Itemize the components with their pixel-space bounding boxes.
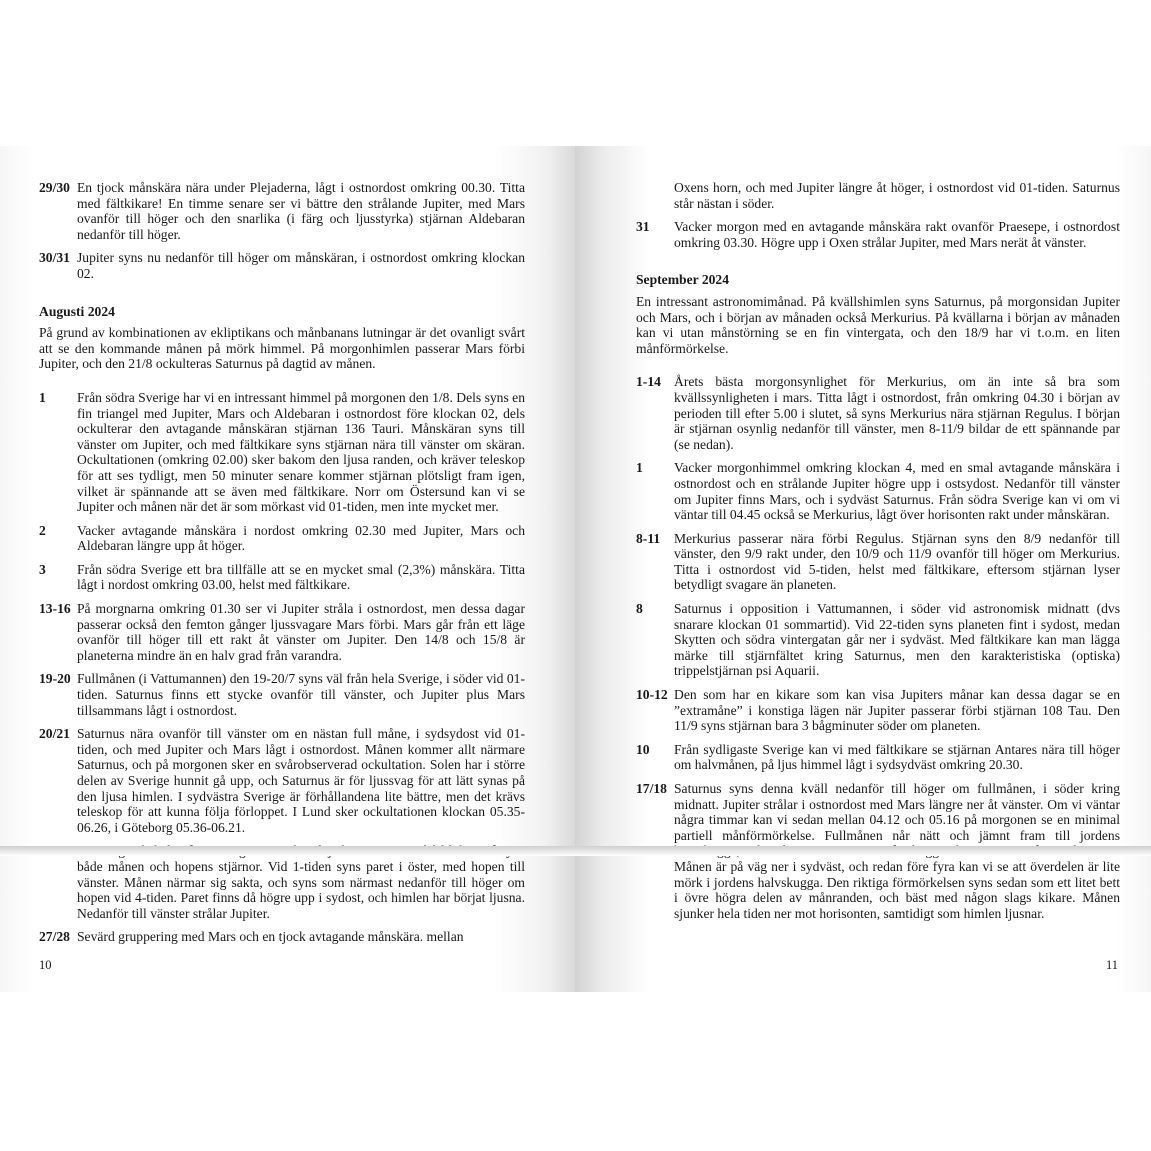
page-number: 10 bbox=[39, 958, 52, 972]
entry-date: 31 bbox=[636, 219, 650, 235]
month-heading: September 2024 bbox=[636, 272, 730, 288]
entry bbox=[39, 180, 525, 242]
entry-text: En tjock månskära nära under Plejaderna, lågt i ostnordost omkring 00.30. Titta med fältkikare! En timme senare ser vi bättre den strålande Jupiter, med Mars ovanför till höger och den snarlika (i färg och ljusstyrka) stjärnan Aldebaran nedanför till höger. bbox=[77, 180, 525, 242]
entry-text: Jupiter syns nu nedanför till höger om månskäran, i ostnordost omkring klockan 02. bbox=[77, 250, 525, 281]
entry-date: 1 bbox=[39, 389, 46, 405]
entry-text: både månen och hopens stjärnor. Vid 1-tiden syns paret i öster, med hopen till vänster. Månen närmar sig sakta, och syns som närmast nedanför till höger om hopen vid 4-tiden. Paret finns då högre upp i sydost, och himlen har börjat ljusna. Nedanför till vänster strålar Jupiter. bbox=[77, 858, 525, 921]
entry-date: 27/28 bbox=[39, 929, 70, 945]
entry-text: Fullmånen (i Vattumannen) den 19-20/7 syns väl från hela Sverige, i söder vid 01-tiden. Saturnus finns ett stycke ovanför till vänster, och Jupiter plus Mars tillsammans lågt i ostnordost. bbox=[77, 671, 525, 718]
entry-date: 29/30 bbox=[39, 180, 70, 195]
entry-text: Sevärd gruppering med Mars och en tjock avtagande månskära. mellan bbox=[77, 929, 464, 945]
entry bbox=[39, 601, 525, 663]
entry bbox=[39, 250, 525, 281]
entry-text: Saturnus i opposition i Vattumannen, i söder vid astronomisk midnatt (dvs snarare klockan 01 sommartid). Vid 22-tiden syns planeten fint i sydost, medan Skytten och södra vintergatan går ner i sydväst. Med fältkikare kan man lägga märke till stjärnfältet kring Saturnus, men den karakteristiska (optiska) trippelstjärnan psi Aquarii. bbox=[674, 601, 1120, 679]
entry-text: Årets bästa morgonsynlighet för Merkurius, om än inte så bra som kvällssynligheten i mars. Titta lågt i ostnordost, från omkring 04.30 i början av perioden till efter 5.00 i slutet, så syns Merkurius nära stjärnan Regulus. I början är stjärnan osynlig nedanför till vänster, men 8-11/9 bildar de ett spännande par (se nedan). bbox=[674, 374, 1120, 452]
entry bbox=[39, 929, 525, 945]
entry bbox=[39, 671, 525, 718]
entry-text: Merkurius passerar nära förbi Regulus. Stjärnan syns den 8/9 nedanför till vänster, den 9/9 rakt under, den 10/9 och 11/9 ovanför till höger om Merkurius. Titta i ostnordost vid 5-tiden, helst med fältkikare, eftersom stjärnan lyser betydligt svagare än planeten. bbox=[674, 530, 1120, 593]
entry-date: 3 bbox=[39, 561, 46, 577]
entry-text: På morgnarna omkring 01.30 ser vi Jupiter stråla i ostnordost, men dessa dagar passerar också den femton gånger ljussvagare Mars förbi. Mars går från ett läge ovanför till höger till ett rakt åt vänster om Jupiter. Den 14/8 och 15/8 är planeterna mindre än en halv grad från varandra. bbox=[77, 601, 525, 663]
right-page bbox=[575, 146, 1151, 992]
entry-date: 10 bbox=[636, 741, 650, 757]
open-booklet bbox=[0, 146, 1151, 992]
entry bbox=[39, 562, 525, 593]
entry-text: Vacker avtagande månskära i nordost omkring 02.30 med Jupiter, Mars och Aldebaran längre upp åt höger. bbox=[77, 522, 525, 554]
entry-text: Från södra Sverige ett bra tillfälle att se en mycket smal (2,3%) månskära. Titta lågt i nordost omkring 03.00, helst med fältkikare. bbox=[77, 561, 525, 593]
entry-date: 1-14 bbox=[636, 374, 661, 390]
entry-text: Från södra Sverige har vi en intressant himmel på morgonen den 1/8. Dels syns en fin triangel med Jupiter, Mars och Aldebaran i ostnordost före klockan 02, dels ockulterar den avtagande månskäran stjärnan 136 Tauri. Månskäran syns till vänster om Jupiter, och med fältkikare syns stjärnan nära till vänster om skäran. Ockultationen (omkring 02.00) sker bakom den ljusa randen, och kräver teleskop för att ses tydligt, men 50 minuter senare kommer stjärnan plötsligt fram igen, vilket är spännande att se även med fältkikare. Norr om Östersund kan vi se Jupiter och månen när det är som mörkast vid 01-tiden, men inte mycket mer. bbox=[77, 389, 525, 515]
month-heading: Augusti 2024 bbox=[39, 303, 115, 319]
page-number: 11 bbox=[1105, 958, 1118, 972]
left-page bbox=[0, 146, 575, 992]
entry-text: Oxens horn, och med Jupiter längre åt höger, i ostnordost vid 01-tiden. Saturnus står nästan i söder. bbox=[674, 180, 1120, 211]
entry-date: 17/18 bbox=[636, 781, 667, 796]
entry bbox=[636, 219, 1120, 250]
entry bbox=[636, 531, 1120, 593]
month-intro: På grund av kombinationen av ekliptikans och månbanans lutningar är det ovanligt svårt att se den kommande månen på mörk himmel. På morgonhimlen passerar Mars förbi Jupiter, och den 21/8 ockulteras Saturnus på dagtid av månen. bbox=[39, 325, 525, 372]
entry bbox=[39, 726, 525, 835]
entry-date: 2 bbox=[39, 522, 46, 538]
entry-text: Saturnus syns denna kväll nedanför till höger om fullmånen, i söder kring midnatt. Jupiter strålar i ostnordost med Mars längre ner åt vänster. Om vi väntar några timmar kan vi sedan mellan 04.12 och 05.16 på morgonen se en minimal partiell månförmörkelse. Fullmånen når nätt och jämnt fram till jordens Månen är på väg ner i sydväst, och redan före fyra kan vi se att överdelen är lite mörk i jordens halvskugga. Den riktiga förmörkelsen syns sedan som ett litet bett i övre högra delen av månranden, och bäst med någon slags kikare. Månen sjunker hela tiden ner mot horisonten, samtidigt som himlen ljusnar. bbox=[674, 781, 1120, 921]
entry bbox=[39, 390, 525, 515]
entry-text: Saturnus nära ovanför till vänster om en nästan full måne, i sydsydost vid 01-tiden, och med Jupiter och Mars lågt i ostnordost. Månen kommer allt närmare Saturnus, och på morgonen sker en svårobserverad ockultation. Solen har i större delen av Sverige hunnit gå upp, och Saturnus är för ljussvag för att lätt synas på den ljusa himlen. I sydvästra Sverige är förhållandena lite bättre, men det krävs teleskop för att kunna följa förloppet. I Lund sker ockultationen klockan 05.35-06.26, i Göteborg 05.36-06.21. bbox=[77, 726, 525, 835]
entry bbox=[636, 687, 1120, 734]
entry-text: Från sydligaste Sverige kan vi med fältkikare se stjärnan Antares nära till höger om halvmånen, på ljus himmel lågt i sydsydväst omkring 20.30. bbox=[674, 741, 1120, 773]
booklet-shadow bbox=[0, 846, 1151, 856]
entry-date: 19-20 bbox=[39, 671, 71, 687]
entry bbox=[636, 374, 1120, 452]
left-page-content bbox=[39, 180, 525, 953]
entry-date: 30/31 bbox=[39, 250, 70, 266]
entry bbox=[636, 742, 1120, 773]
entry-continuation bbox=[636, 180, 1120, 211]
entry bbox=[636, 460, 1120, 522]
entry-date: 8-11 bbox=[636, 530, 661, 546]
entry-date: 1 bbox=[636, 460, 643, 476]
entry bbox=[636, 601, 1120, 679]
entry-text: Den som har en kikare som kan visa Jupiters månar kan dessa dagar se en ”extramåne” i konstiga lägen när Jupiter passerar förbi stjärnan 108 Tau. Den 11/9 syns stjärnan bara 3 bågminuter söder om planeten. bbox=[674, 687, 1120, 734]
month-intro: En intressant astronomimånad. På kvällshimlen syns Saturnus, på morgonsidan Jupiter och Mars, och i början av månaden också Merkurius. På kvällarna i början av månaden kan vi utan månstörning se en fin vintergata, och den 18/9 har vi t.o.m. en liten månförmörkelse. bbox=[636, 293, 1120, 356]
entry-text: Vacker morgon med en avtagande månskära rakt ovanför Praesepe, i ostnordost omkring 03.30. Högre upp i Oxen strålar Jupiter, med Mars nerät åt vänster. bbox=[674, 219, 1120, 250]
entry-date: 10-12 bbox=[636, 687, 668, 703]
right-page-content bbox=[636, 180, 1120, 929]
entry-text: Vacker morgonhimmel omkring klockan 4, med en smal avtagande månskära i ostnordost och en strålande Jupiter högre upp i ostsydost. Nedanför till vänster om Jupiter finns Mars, och i sydväst Saturnus. Från södra Sverige kan vi om vi väntar till 04.45 också se Merkurius, lågt över horisonten rakt under månskäran. bbox=[674, 460, 1120, 523]
entry-date: 13-16 bbox=[39, 601, 71, 617]
entry bbox=[39, 523, 525, 554]
entry-date: 8 bbox=[636, 601, 643, 617]
entry-date: 20/21 bbox=[39, 726, 70, 742]
